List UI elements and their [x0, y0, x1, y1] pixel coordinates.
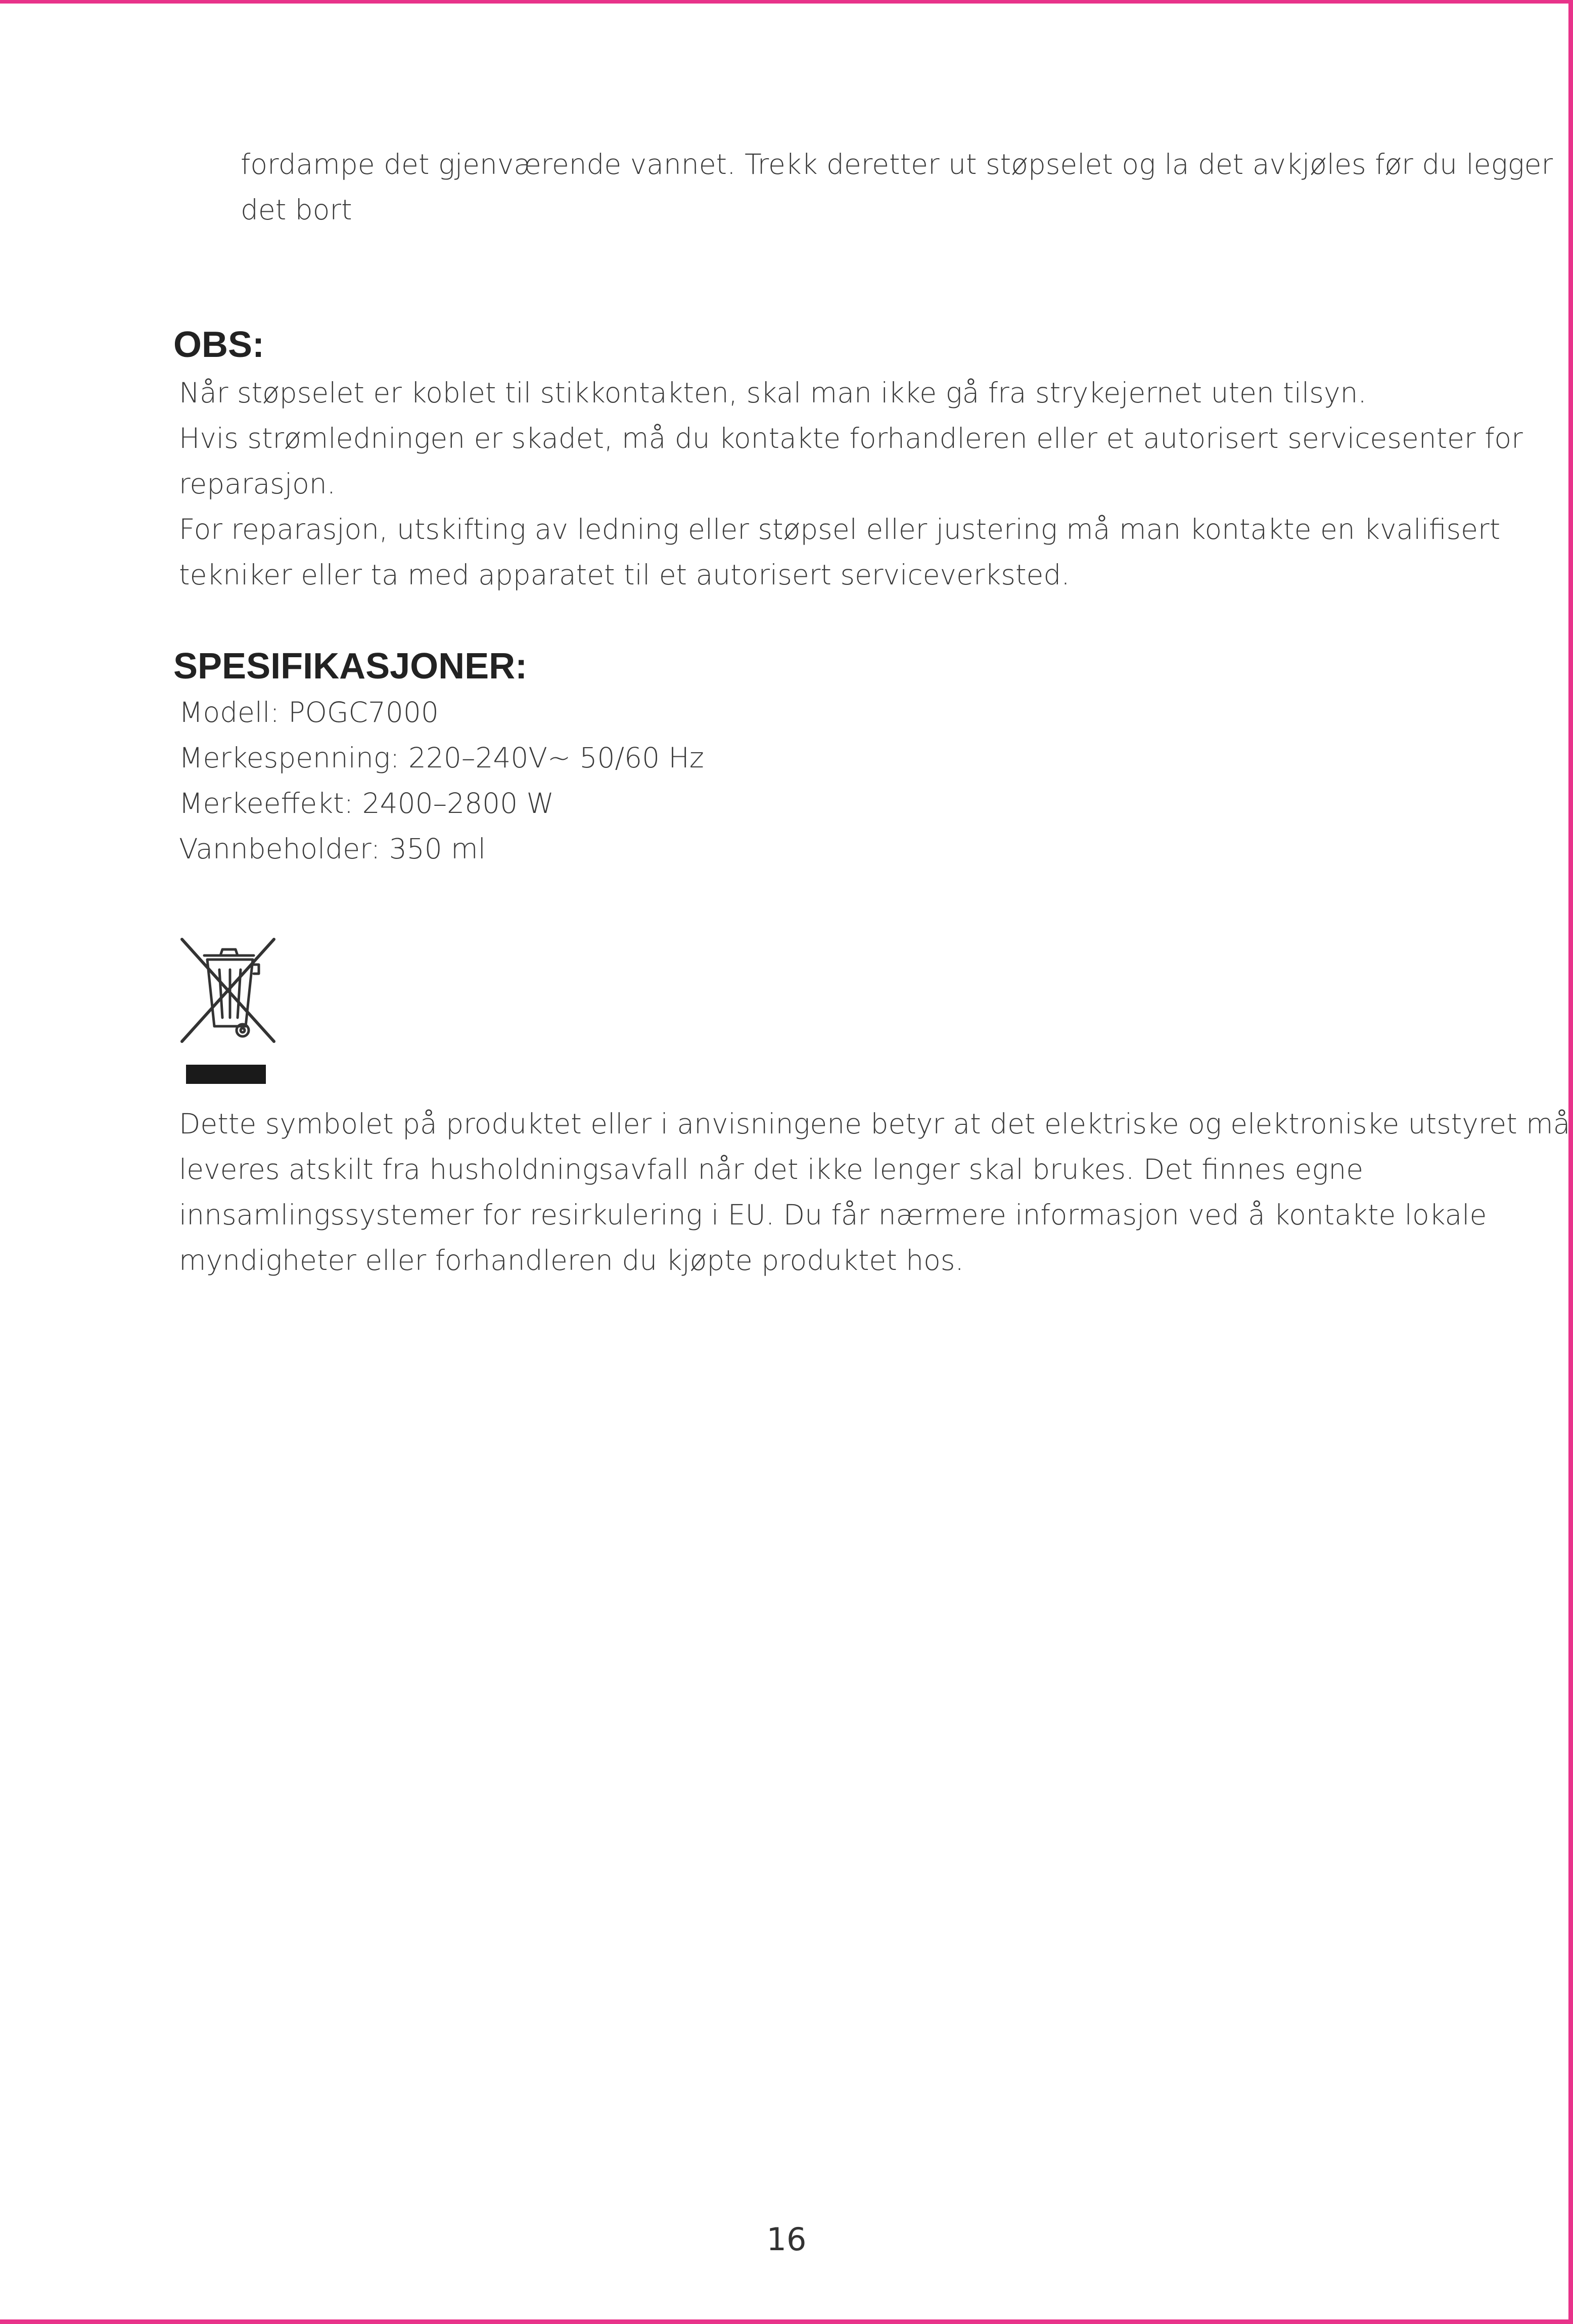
text-line: myndigheter eller forhandleren du kjøpte produktet hos. [179, 1244, 964, 1277]
continuation-paragraph [241, 142, 1553, 233]
page-number: 16 [766, 2221, 807, 2258]
text-line: For reparasjon, utskifting av ledning eller støpsel eller justering må man kontakte en kvalifisert [179, 513, 1501, 545]
crossed-out-wheelie-bin-icon [178, 934, 277, 1086]
text-line: fordampe det gjenværende vannet. Trekk deretter ut støpselet og la det avkjøles før du legger [241, 148, 1553, 180]
weee-paragraph [179, 1101, 1570, 1283]
text-line: tekniker eller ta med apparatet til et autorisert serviceverksted. [179, 559, 1070, 591]
text-line: Når støpselet er koblet til stikkontakten, skal man ikke gå fra strykejernet uten tilsyn. [179, 377, 1367, 409]
specs-list [179, 690, 704, 872]
text-line: leveres atskilt fra husholdningsavfall når det ikke lenger skal brukes. Det finnes egne [179, 1153, 1364, 1186]
text-line: innsamlingssystemer for resirkulering i EU. Du får nærmere informasjon ved å kontakte lokale [179, 1199, 1487, 1231]
spec-model: Modell: POGC7000 [179, 696, 439, 728]
spec-power: Merkeeffekt: 2400–2800 W [179, 787, 554, 819]
text-line: reparasjon. [179, 468, 336, 500]
obs-heading: OBS: [173, 325, 264, 365]
spec-water-tank: Vannbeholder: 350 ml [179, 833, 486, 865]
obs-paragraph [179, 370, 1523, 598]
text-line: Hvis strømledningen er skadet, må du kontakte forhandleren eller et autorisert servicesenter for [179, 422, 1523, 454]
text-line: det bort [241, 194, 352, 226]
specs-heading: SPESIFIKASJONER: [173, 646, 528, 687]
spec-voltage: Merkespenning: 220–240V~ 50/60 Hz [179, 742, 704, 774]
text-line: Dette symbolet på produktet eller i anvisningene betyr at det elektriske og elektroniske utstyret må [179, 1108, 1570, 1140]
